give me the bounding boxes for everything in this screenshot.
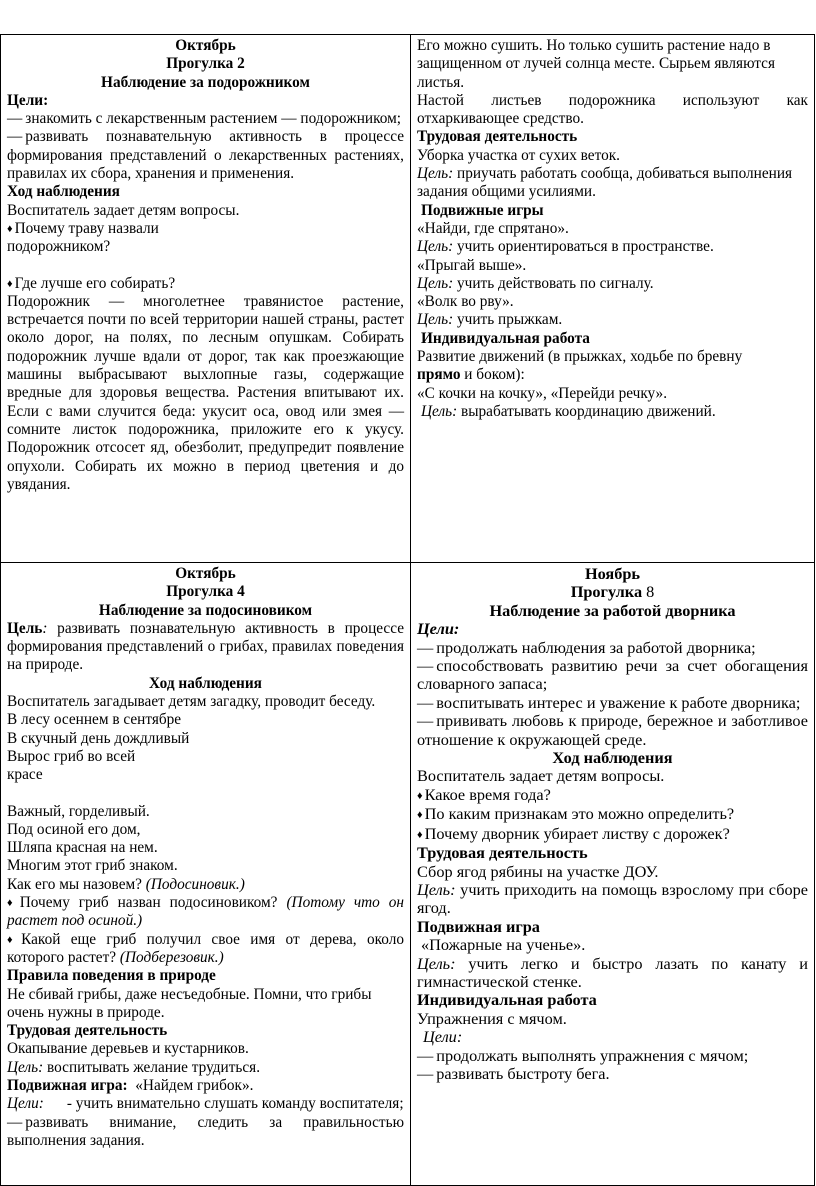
question-item-cont: подорожником? [7,238,111,256]
individual-work-goal: Цель: вырабатывать координацию движений. [421,402,716,420]
labor-text: Уборка участка от сухих веток. [417,146,620,164]
game-goal: Цели: - учить внимательно слушать команду воспитателя; [7,1095,404,1113]
goal-item: — прививать любовь к природе, бережное и заботливое отношение к окружающей среде. [417,712,808,749]
table-border-right [814,34,815,1186]
body-text: Подорожник — многолетнее травянистое растение, встречается почти по всей территории нашей страны, растет около дорог, на полях, по лесным опушкам. Собирать подорожник лучше вдали от дорог, так как проезжающие машины выбрасывают выхлопные газы, содержащие вредные для здоровья вещества. Растения впитывают их. Если с вами случится беда: укусит оса, овод или змея — сомните листок подорожника, приложите его к укусу. Подорожник отсосет яд, обезболит, предупредит появление опухоли. Собирать их можно в период цветения и до увядания. [7,292,404,493]
poem-line: Важный, горделивый. [7,802,150,820]
walk-number: Прогулка 8 [570,582,655,602]
goals-label: Цели: [7,91,49,109]
poem-line: Многим этот гриб знаком. [7,857,178,875]
game-goal: — развивать внимание, следить за правильностью выполнения задания. [7,1114,404,1151]
rules-label: Правила поведения в природе [7,967,216,985]
intro-text: Воспитатель загадывает детям загадку, проводит беседу. [7,693,376,711]
poem-line: В скучный день дождливый [7,729,190,747]
walk-number: Прогулка 4 [166,583,245,601]
game-goal: Цель: учить действовать по сигналу. [417,274,654,292]
labor-goal: Цель: воспитывать желание трудиться. [7,1058,261,1076]
paragraph: Настой листьев подорожника используют как отхаркивающее средство. [417,91,808,128]
labor-goal: Цель: приучать работать сообща, добиваться выполнения задания общими усилиями. [417,165,793,201]
question-item: ♦ Почему траву назвали [7,220,404,238]
question-item: ♦ Где лучше его собирать? [7,275,404,293]
walk-number: Прогулка 2 [166,55,245,73]
games-label: Подвижные игры [421,201,544,219]
game-name: «Пожарные на ученье». [421,935,586,955]
goal-text: Цель: развивать познавательную активность в процессе формирования представлений о грибах, правилах поведения на природе. [7,619,404,674]
paragraph: Его можно сушить. Но только сушить растение надо в защищенном от лучей солнца месте. Сырьем являются листья. [417,37,775,91]
question-item: ♦ Какой еще гриб получил свое имя от дерева, около которого растет? (Подберезовик.) [7,931,404,968]
goal-item: — воспитывать интерес и уважение к работе дворника; [417,694,808,712]
course-label: Ход наблюдения [552,748,673,768]
question-item: ♦ По каким признакам это можно определить? [417,805,808,824]
rules-text: Не сбивай грибы, даже несъедобные. Помни, что грибы очень нужны в природе. [7,985,372,1021]
game-goal: Цель: учить легко и быстро лазать по канату и гимнастической стенке. [417,953,808,991]
goal-word: Цель: [417,165,454,183]
month-heading: Ноябрь [584,564,641,583]
poem-line: Под осиной его дом, [7,820,141,838]
labor-label: Трудовая деятельность [417,843,588,863]
intro-text: Воспитатель задает детям вопросы. [417,766,665,786]
game-goal: Цель: учить ориентироваться в пространстве. [417,238,714,256]
question-item: ♦ Какое время года? [417,786,808,805]
goal-item: — развивать познавательную активность в процессе формирования представлений о лекарственных растениях, правилах их сбора, хранения и применения. [7,128,404,183]
labor-goal: Цель: учить приходить на помощь взрослому при сборе ягод. [417,879,809,918]
observation-title: Наблюдение за подорожником [101,73,310,91]
observation-title: Наблюдение за работой дворника [489,600,736,620]
question-item: Как его мы назовем? (Подосиновик.) [7,875,245,893]
observation-title: Наблюдение за подосиновиком [98,601,313,619]
intro-text: Воспитатель задает детям вопросы. [7,201,240,219]
question-item: ♦ Почему гриб назван подосиновиком? (Потому что он растет под осиной.) [7,894,404,931]
poem-line: Вырос гриб во всей [7,747,136,765]
goal-item: — знакомить с лекарственным растением — подорожником; [7,110,404,128]
cell-november-walk-8 [411,563,814,1185]
cell-october-walk-2-cont [411,35,814,562]
labor-text: Сбор ягод рябины на участке ДОУ. [417,861,659,881]
question-item: ♦ Почему дворник убирает листву с дорожек? [417,825,808,844]
labor-label: Трудовая деятельность [7,1022,168,1040]
individual-work-text: прямо и боком): [417,366,525,384]
month-heading: Октябрь [175,565,236,582]
individual-work-label: Индивидуальная работа [421,329,590,347]
walk-plan-table [0,34,815,1186]
course-label: Ход наблюдения [149,674,262,692]
goal-item: — способствовать развитию речи за счет обогащения словарного запаса; [417,657,808,694]
goals-label: Цели: [423,1027,463,1047]
course-label: Ход наблюдения [7,183,120,201]
goal-item: — развивать быстроту бега. [417,1065,808,1083]
poem-line: Шляпа красная на нем. [7,839,158,857]
individual-work-games: «С кочки на кочку», «Перейди речку». [417,384,668,402]
game-name: «Прыгай выше». [417,256,527,274]
game-name: «Найди, где спрятано». [417,219,569,237]
poem-line: красе [7,766,43,784]
goals-label: Цели: [417,619,460,639]
poem-line: В лесу осеннем в сентябре [7,711,182,729]
labor-text: Окапывание деревьев и кустарников. [7,1040,249,1058]
month-heading: Октябрь [175,37,236,54]
cell-october-walk-2 [1,35,410,562]
goal-item: — продолжать наблюдения за работой дворника; [417,639,808,657]
game-name: «Волк во рву». [417,293,514,311]
individual-work-text: Упражнения с мячом. [417,1008,567,1028]
individual-work-label: Индивидуальная работа [417,990,597,1010]
labor-label: Трудовая деятельность [417,128,578,146]
cell-october-walk-4 [1,563,410,1185]
game-line: Подвижная игра: «Найдем грибок». [7,1077,254,1095]
game-goal: Цель: учить прыжкам. [417,311,563,329]
individual-work-text: Развитие движений (в прыжках, ходьбе по бревну [417,348,743,366]
goal-item: — продолжать выполнять упражнения с мячом; [417,1047,808,1065]
game-label: Подвижная игра [417,916,540,936]
